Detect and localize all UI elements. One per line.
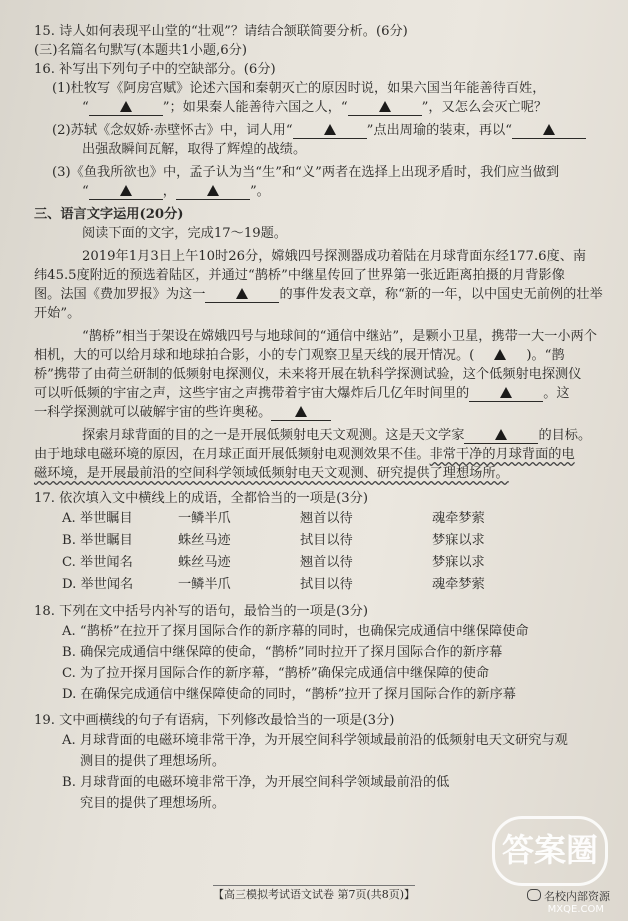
q17: 17. 依次填入文中横线上的成语，全都恰当的一项是(3分)	[34, 491, 368, 506]
triangle-icon	[207, 185, 219, 196]
answer-blank	[205, 288, 279, 303]
passage-p1-line1: 2019年1月3日上午10时26分，嫦娥四号探测器成功着陆在月球背面东经177.6度、南	[82, 249, 587, 264]
watermark-source: 名校内部资源	[527, 888, 610, 904]
triangle-icon	[120, 101, 132, 112]
q19: 19. 文中画横线的句子有语病，下列修改最恰当的一项是(3分)	[34, 713, 395, 728]
underlined-sentence: 磁环境，是开展最前沿的空间科学领域低频射电天文观测、研究提供了理想场所。	[34, 466, 509, 481]
triangle-icon	[236, 288, 248, 299]
underlined-sentence: 非常干净的月球背面的电	[429, 447, 575, 462]
triangle-icon	[379, 101, 391, 112]
q17-option-a[interactable]: A. 举世瞩目 一鳞半爪 翘首以待 魂牵梦萦	[62, 511, 485, 526]
page-footer: 【高三模拟考试语文试卷 第7页(共8页)】	[0, 886, 628, 902]
answer-blank	[176, 185, 250, 200]
q19-option-b-line2: 究目的提供了理想场所。	[80, 796, 226, 811]
passage-p3-line2: 由于地球电磁环境的原因，在月球正面开展低频射电观测效果不佳。非常干净的月球背面的电	[34, 447, 575, 462]
q16-3-line1: (3)《鱼我所欲也》中，孟子认为当“生”和“义”两者在选择上出现矛盾时，我们应当做到	[52, 165, 560, 180]
passage-p2-line1: “鹊桥”相当于架设在嫦娥四号与地球间的“通信中继站”，是颗小卫星，携带一大一小两个	[82, 329, 597, 344]
wechat-icon	[527, 889, 541, 901]
triangle-icon	[543, 124, 555, 135]
passage-p2-line2: 相机，大的可以给月球和地球拍合影，小的专门观察卫星天线的展开情况。( )。“鹊	[34, 348, 565, 363]
q16-3-line2: “ ， ”。	[82, 184, 270, 199]
q18-option-b[interactable]: B. 确保完成通信中继保障的使命，“鹊桥”同时拉开了探月国际合作的新序幕	[62, 645, 503, 660]
q17-option-b[interactable]: B. 举世瞩目 蛛丝马迹 拭目以待 梦寐以求	[62, 533, 485, 548]
answer-blank	[512, 124, 586, 139]
passage-p1-line2: 纬45.5度附近的预选着陆区，并通过“鹊桥”中继星传回了世界第一张近距离拍摄的月背影像	[34, 268, 565, 283]
section-language-heading: 三、语言文字运用(20分)	[34, 207, 184, 222]
watermark	[468, 816, 618, 916]
answer-blank	[89, 101, 163, 116]
q16-2-line1: (2)苏轼《念奴娇·赤壁怀古》中，词人用“ ”点出周瑜的装束，再以“	[34, 121, 606, 140]
q19-option-a-line1[interactable]: A. 月球背面的电磁环境非常干净，为开展空间科学领域最前沿的低频射电天文研究与观	[62, 733, 568, 748]
q18-option-a[interactable]: A. “鹊桥”在拉开了探月国际合作的新序幕的同时，也确保完成通信中继保障使命	[62, 624, 529, 639]
passage-p3-line3	[34, 464, 606, 483]
q15: 15. 诗人如何表现平山堂的“壮观”？请结合颔联简要分析。(6分)	[34, 24, 408, 39]
q16-1-line2: “ ”；如果秦人能善待六国之人，“ ”，又怎么会灭亡呢？	[82, 100, 548, 115]
answer-blank	[469, 387, 543, 402]
reading-intro: 阅读下面的文字，完成17～19题。	[82, 226, 287, 241]
q17-option-d[interactable]: D. 举世闻名 一鳞半爪 拭目以待 魂牵梦萦	[62, 577, 485, 592]
answer-blank	[474, 346, 526, 365]
q16: 16. 补写出下列句子中的空缺部分。(6分)	[34, 62, 276, 77]
section-3-heading: (三)名篇名句默写(本题共1小题,6分)	[34, 43, 247, 58]
passage-p1-line4: 开始”。	[34, 306, 81, 321]
triangle-icon	[324, 124, 336, 135]
triangle-icon	[120, 185, 132, 196]
answer-blank	[271, 406, 331, 421]
q19-option-b-line1[interactable]: B. 月球背面的电磁环境非常干净，为开展空间科学领域最前沿的低	[62, 775, 450, 790]
passage-p3-line1: 探索月球背面的目的之一是开展低频射电天文观测。这是天文学家 的目标。	[82, 428, 592, 443]
answer-blank	[89, 185, 163, 200]
passage-p2-line5: 一科学探测就可以破解宇宙的些许奥秘。	[34, 403, 606, 422]
passage-p2-line4: 可以听低频的宇宙之声，这些宇宙之声携带着宇宙大爆炸后几亿年时间里的 。这	[34, 386, 570, 401]
answer-blank	[464, 429, 538, 444]
watermark-url: MXQE.COM	[547, 904, 604, 915]
answer-blank	[293, 124, 367, 139]
triangle-icon	[500, 387, 512, 398]
q16-1-line1: (1)杜牧写《阿房宫赋》论述六国和秦朝灭亡的原因时说，如果六国当年能善待百姓，	[52, 81, 546, 96]
q18: 18. 下列在文中括号内补写的语句，最恰当的一项是(3分)	[34, 604, 368, 619]
passage-p2-line3: 桥”携带了由荷兰研制的低频射电探测仪，未来将开展在轨科学探测试验，这个低频射电探测仪	[34, 367, 582, 382]
answer-blank	[348, 101, 422, 116]
passage-p1-line3: 图。法国《费加罗报》为这一 的事件发表文章，称“新的一年，以中国史无前例的壮举	[34, 287, 603, 302]
triangle-icon	[494, 349, 506, 360]
q19-option-a-line2: 测目的提供了理想场所。	[80, 754, 226, 769]
watermark-logo: 答案圈	[492, 816, 608, 886]
triangle-icon	[295, 406, 307, 417]
triangle-icon	[495, 429, 507, 440]
q17-option-c[interactable]: C. 举世闻名 蛛丝马迹 翘首以待 梦寐以求	[62, 555, 485, 570]
q16-2-line2: 出强敌瞬间瓦解，取得了辉煌的战绩。	[82, 142, 307, 157]
q17-options	[34, 508, 606, 596]
q18-option-d[interactable]: D. 在确保完成通信中继保障使命的同时，“鹊桥”拉开了探月国际合作的新序幕	[62, 687, 516, 702]
q18-option-c[interactable]: C. 为了拉开探月国际合作的新序幕，“鹊桥”确保完成通信中继保障的使命	[62, 666, 490, 681]
